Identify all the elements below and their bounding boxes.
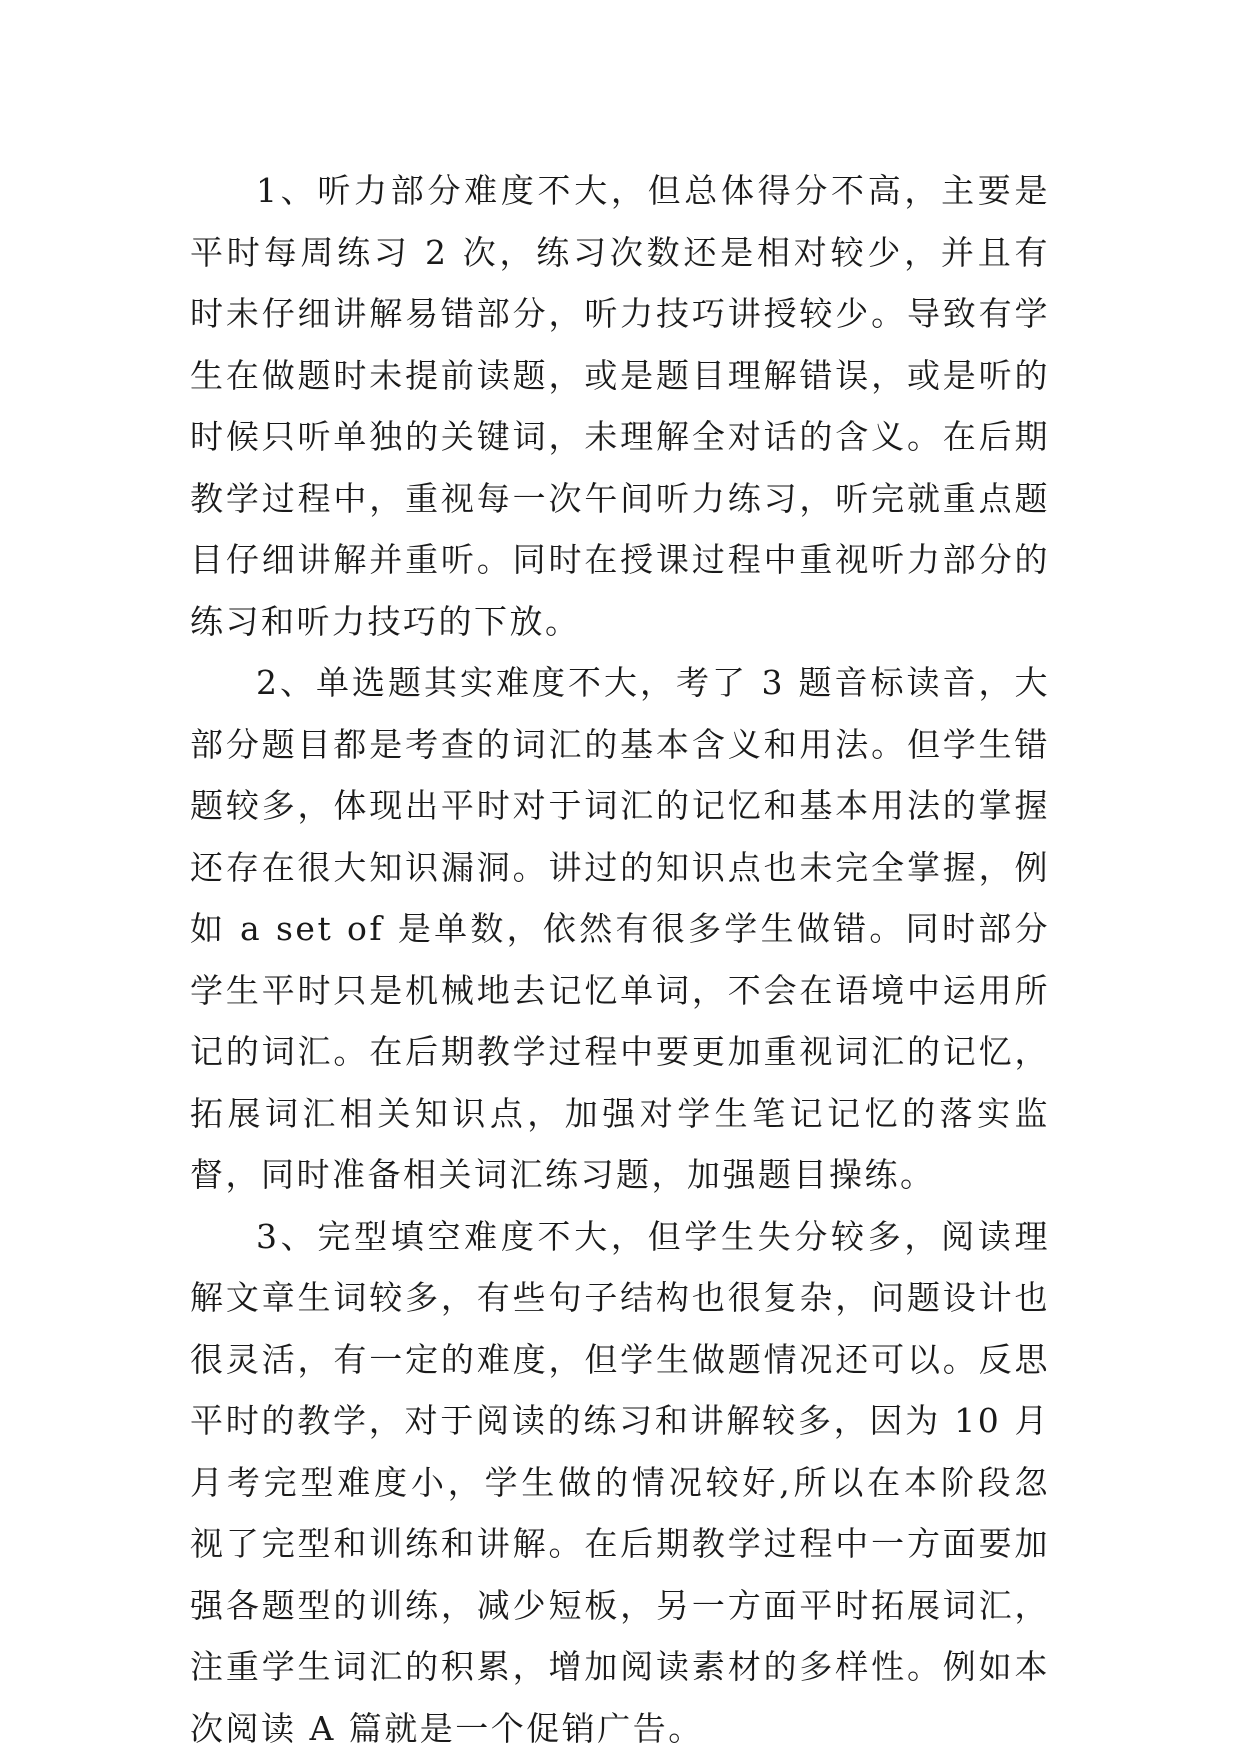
paragraph-listening: 1、听力部分难度不大，但总体得分不高，主要是平时每周练习 2 次，练习次数还是相对较少，并且有时未仔细讲解易错部分，听力技巧讲授较少。导致有学生在做题时未提前读题，或是题目理解错误，或是听的时候只听单独的关键词，未理解全对话的含义。在后期教学过程中，重视每一次午间听力练习，听完就重点题目仔细讲解并重听。同时在授课过程中重视听力部分的练习和听力技巧的下放。 (190, 160, 1050, 652)
paragraph-single-choice: 2、单选题其实难度不大，考了 3 题音标读音，大部分题目都是考查的词汇的基本含义和用法。但学生错题较多，体现出平时对于词汇的记忆和基本用法的掌握还存在很大知识漏洞。讲过的知识点也未完全掌握，例如 a set of 是单数，依然有很多学生做错。同时部分学生平时只是机械地去记忆单词，不会在语境中运用所记的词汇。在后期教学过程中要更加重视词汇的记忆，拓展词汇相关知识点，加强对学生笔记记忆的落实监督，同时准备相关词汇练习题，加强题目操练。 (190, 652, 1050, 1206)
document-body (190, 160, 1050, 1759)
paragraph-cloze-reading: 3、完型填空难度不大，但学生失分较多，阅读理解文章生词较多，有些句子结构也很复杂，问题设计也很灵活，有一定的难度，但学生做题情况还可以。反思平时的教学，对于阅读的练习和讲解较多，因为 10 月月考完型难度小，学生做的情况较好,所以在本阶段忽视了完型和训练和讲解。在后期教学过程中一方面要加强各题型的训练，减少短板，另一方面平时拓展词汇，注重学生词汇的积累，增加阅读素材的多样性。例如本次阅读 A 篇就是一个促销广告。 (190, 1206, 1050, 1759)
